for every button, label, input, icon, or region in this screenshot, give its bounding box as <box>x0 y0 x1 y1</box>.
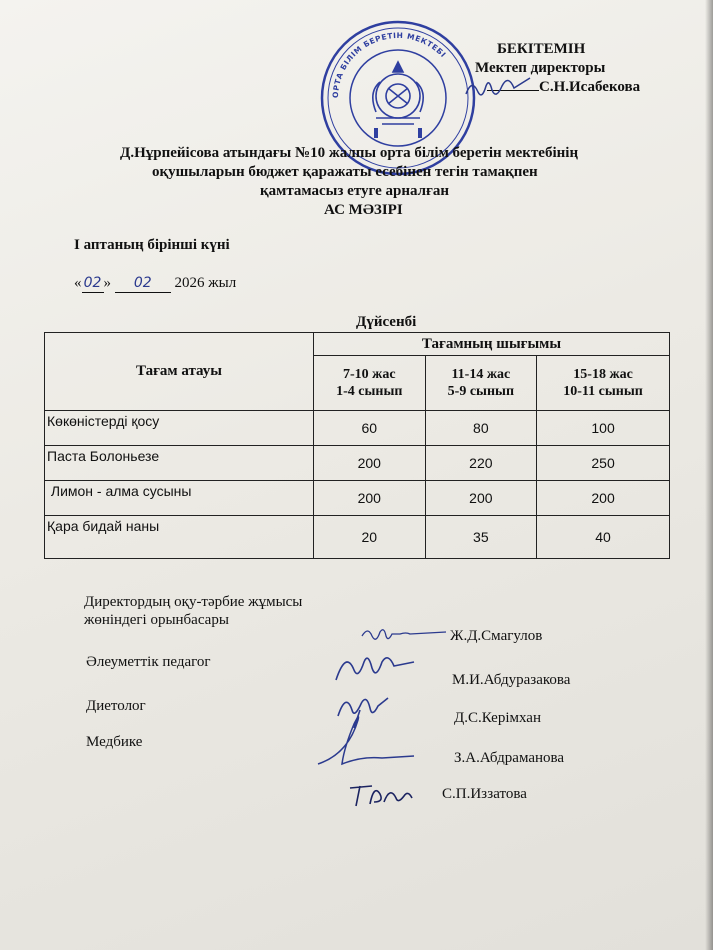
date-month: 02 <box>133 275 152 291</box>
table-row <box>45 411 670 446</box>
name-deputy: Ж.Д.Смагулов <box>450 628 543 644</box>
table-row <box>45 446 670 481</box>
name-social-pedagogue: М.И.Абдуразакова <box>452 672 571 688</box>
day-name: Дүйсенбі <box>356 314 417 330</box>
portion-value: 200 <box>537 481 670 516</box>
dish-name: Паста Болоньезе <box>45 446 314 481</box>
signature-deputy <box>358 622 448 646</box>
date-year: 2026 жыл <box>174 275 237 291</box>
portion-value: 200 <box>425 481 537 516</box>
approval-title: БЕКІТЕМІН <box>497 41 586 57</box>
approval-position: Мектеп директоры <box>475 60 606 76</box>
header-output: Тағамның шығымы <box>314 333 670 356</box>
page-edge-shadow <box>705 0 713 950</box>
dish-name: Лимон - алма сусыны <box>45 481 314 516</box>
portion-value: 200 <box>314 446 426 481</box>
portion-value: 220 <box>425 446 537 481</box>
portion-value: 200 <box>314 481 426 516</box>
deputy-position-line-2: жөніндегі орынбасары <box>84 612 229 628</box>
table-row <box>45 481 670 516</box>
portion-value: 100 <box>537 411 670 446</box>
nurse-position: Медбике <box>86 734 143 750</box>
portion-value: 35 <box>425 516 537 559</box>
signature-staff-5 <box>346 778 416 810</box>
portion-value: 80 <box>425 411 537 446</box>
title-line-2: оқушыларын бюджет қаражаты есебінен тегін тамақпен <box>152 164 538 180</box>
svg-text:ОРТА БІЛІМ БЕРЕТІН МЕКТЕБІ: ОРТА БІЛІМ БЕРЕТІН МЕКТЕБІ <box>330 30 448 99</box>
approval-director-name: С.Н.Исабекова <box>475 78 640 97</box>
social-pedagogue-position: Әлеуметтік педагог <box>86 654 211 670</box>
director-signature <box>462 74 532 104</box>
header-group-1: 7-10 жас 1-4 сынып <box>314 356 426 411</box>
signature-nurse <box>312 712 422 772</box>
document-title <box>100 144 700 220</box>
header-group-2: 11-14 жас 5-9 сынып <box>425 356 537 411</box>
menu-table <box>44 332 670 559</box>
name-staff-5: С.П.Иззатова <box>442 786 527 802</box>
title-line-4: АС МӘЗІРІ <box>324 202 403 218</box>
portion-value: 20 <box>314 516 426 559</box>
dietitian-position: Диетолог <box>86 698 146 714</box>
menu-date: « 02 » 02 2026 жыл <box>74 275 237 291</box>
name-nurse: З.А.Абдраманова <box>454 750 565 766</box>
table-row <box>45 516 670 559</box>
date-day: 02 <box>83 275 102 291</box>
deputy-position-line-1: Директордың оқу-тәрбие жұмысы <box>84 594 303 610</box>
name-dietitian: Д.С.Керімхан <box>454 710 541 726</box>
header-group-3: 15-18 жас 10-11 сынып <box>537 356 670 411</box>
week-label: І аптаның бірінші күні <box>74 237 230 253</box>
portion-value: 250 <box>537 446 670 481</box>
title-line-1: Д.Нұрпейісова атындағы №10 жалпы орта білім беретін мектебінің <box>120 145 579 161</box>
header-dish-name: Тағам атауы <box>45 333 314 411</box>
portion-value: 60 <box>314 411 426 446</box>
title-line-3: қамтамасыз етуге арналған <box>260 183 450 199</box>
signature-social-pedagogue <box>330 652 420 686</box>
dish-name: Көкөністерді қосу <box>45 411 314 446</box>
dish-name: Қара бидай наны <box>45 516 314 559</box>
portion-value: 40 <box>537 516 670 559</box>
